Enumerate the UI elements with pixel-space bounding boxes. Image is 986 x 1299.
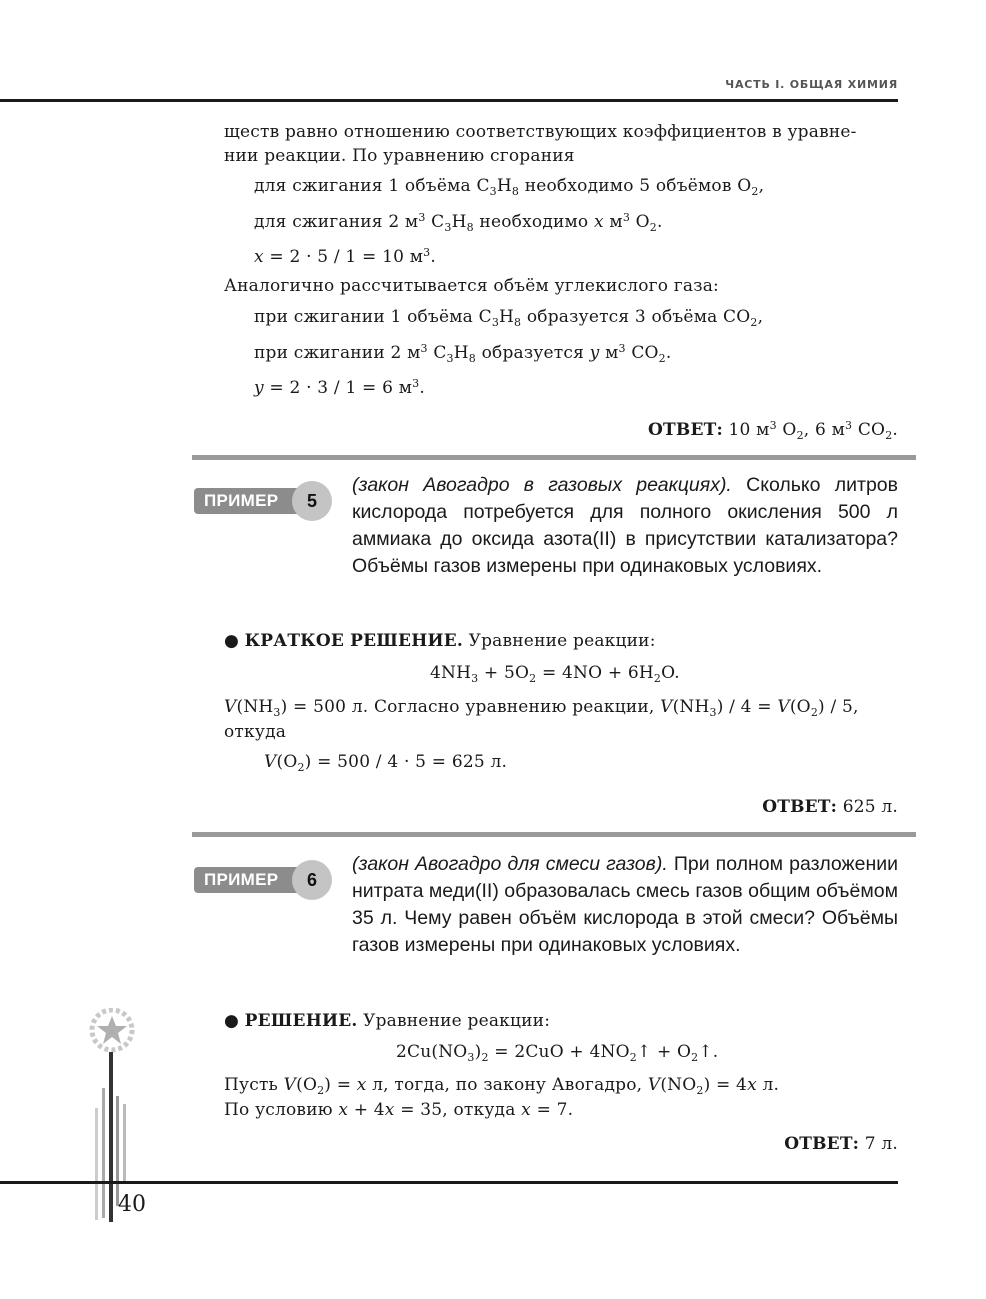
text-line: $V(O_2) = 500 / 4 \cdot 5 = 625$ л.	[264, 752, 508, 774]
running-header: ЧАСТЬ I. ОБЩАЯ ХИМИЯ	[725, 78, 898, 91]
answer-line: ОТВЕТ: 625 л.	[762, 797, 898, 817]
header-rule	[0, 99, 898, 102]
text-line: y = 2 · 3 / 1 = 6 $м^3$.	[254, 377, 425, 398]
text-line: нии реакции. По уравнению сгорания	[224, 146, 575, 166]
text-line: ществ равно отношению соответствующих коэффициентов в уравне-	[224, 122, 857, 142]
text-line: для сжигания 1 объёма $C_3H_8$ необходимо 5 объёмов $O_2$,	[254, 176, 765, 198]
text-line: для сжигания 2 $м^3$ $C_3H_8$ необходимо x $м^3$ $O_2$.	[254, 211, 663, 234]
text-line: Аналогично рассчитывается объём углекислого газа:	[224, 276, 719, 296]
footer-rule	[0, 1181, 898, 1184]
text-line: при сжигании 1 объёма $C_3H_8$ образуется 3 объёма $CO_2$,	[254, 307, 764, 329]
example-badge-label: ПРИМЕР	[194, 867, 304, 893]
section-separator	[192, 832, 916, 837]
solution-heading: ● КРАТКОЕ РЕШЕНИЕ. Уравнение реакции:	[224, 631, 656, 651]
reaction-equation: $4NH_3 + 5O_2 = 4NO + 6H_2O$.	[430, 663, 680, 685]
reaction-equation: $2Cu(NO_3)_2 = 2CuO$ + $4NO_2↑$ + $O_2↑$.	[396, 1042, 719, 1064]
example-badge	[194, 481, 334, 521]
example-number: 6	[292, 860, 332, 900]
bullet: ●	[224, 631, 245, 651]
text-line: По условию x + 4x = 35, откуда x = 7.	[224, 1100, 574, 1120]
problem-statement: (закон Авогадро в газовых реакциях). Сколько литров кислорода потребуется для полного окисления 500 л аммиака до оксида азота(II) в присутствии катализатора? Объёмы газов измерены при одинаковых условиях.	[352, 474, 898, 577]
text-line: при сжигании 2 $м^3$ $C_3H_8$ образуется y $м^3$ $CO_2$.	[254, 342, 672, 365]
text-line: $V(NH_3) = 500$ л. Согласно уравнению реакции, $V(NH_3) / 4 = V(O_2) / 5$,	[224, 697, 859, 719]
answer-line: ОТВЕТ: 10 $м^3$ $O_2$, 6 $м^3$ $CO_2$.	[648, 419, 898, 442]
solution-heading: ● РЕШЕНИЕ. Уравнение реакции:	[224, 1011, 551, 1031]
example-badge-label: ПРИМЕР	[194, 488, 304, 514]
section-separator	[192, 455, 916, 460]
answer-line: ОТВЕТ: 7 л.	[784, 1134, 898, 1154]
problem-statement: (закон Авогадро для смеси газов). При полном разложении нитрата меди(II) образовалась смесь газов общим объёмом 35 л. Чему равен объём кислорода в этой смеси? Объёмы газов измерены при одинаковых условиях.	[352, 853, 898, 956]
text-line: откуда	[224, 722, 287, 742]
text-line: Пусть $V(O_2) = x$ л, тогда, по закону Авогадро, $V(NO_2) = 4x$ л.	[224, 1075, 780, 1097]
example-badge	[194, 860, 334, 900]
page-number: 40	[118, 1192, 146, 1217]
example-number: 5	[292, 481, 332, 521]
bullet: ●	[224, 1011, 245, 1031]
text-line: x = 2 · 5 / 1 = 10 $м^3$.	[254, 246, 436, 267]
